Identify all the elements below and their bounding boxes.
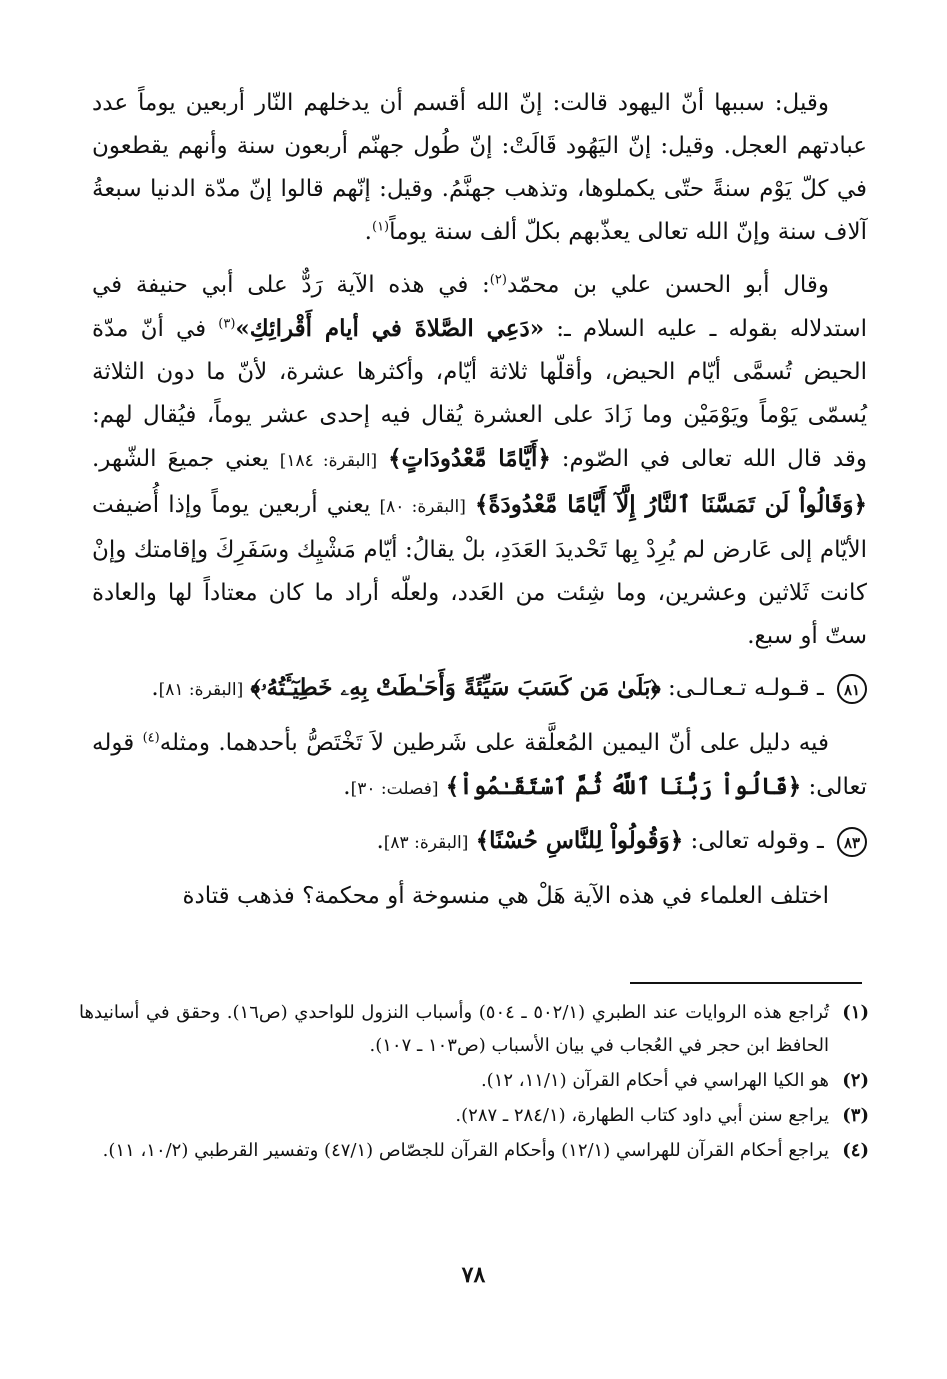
paragraph-2 bbox=[92, 264, 867, 658]
verse-81-tail: . bbox=[151, 675, 159, 701]
paragraph-4: اختلف العلماء في هذه الآية هَلْ هي منسوخة أو محكمة؟ فذهب قتادة bbox=[182, 883, 829, 909]
paragraph-2-text-a: وقال أبو الحسن علي بن محمّد bbox=[506, 272, 829, 298]
footnote-ref-1[interactable]: (١) bbox=[371, 219, 390, 235]
footnote-3-text: يراجع سنن أبي داود كتاب الطهارة، (٢٨٤/١ ـ ٢٨٧). bbox=[455, 1105, 829, 1126]
paragraph-3 bbox=[92, 722, 867, 811]
quran-ref-184: [البقرة: ١٨٤] bbox=[279, 451, 378, 471]
page-number: ٧٨ bbox=[461, 1262, 486, 1288]
paragraph-1 bbox=[92, 82, 867, 254]
paragraph-1-text: وقيل: سببها أنّ اليهود قالت: إنّ الله أقسم أن يدخلهم النّار أربعين يوماً عدد عبادتهم العجل. وقيل: إنّ اليَهُود قَالَتْ: إنّ طُول جهنّم أربعون سنة وأنهم يقطعون في كلّ يَوْم سنةً حتّى يكملوها، وتذهب جهنَّمُ. وقيل: إنّهم قالوا إنّ مدّة الدنيا سبعةُ آلاف سنة وإنّ الله تعالى يعذّبهم بكلّ ألف سنة يوماً bbox=[92, 90, 867, 245]
footnote-ref-4[interactable]: (٤) bbox=[142, 730, 160, 746]
verse-81-ref: [البقرة: ٨١] bbox=[158, 680, 244, 700]
quran-quote-80: ﴿وَقَالُواْ لَن تَمَسَّنَا ٱلنَّارُ إِلَّآ أَيَّامًا مَّعْدُودَةً﴾ bbox=[475, 491, 867, 518]
verse-83-ref: [البقرة: ٨٣] bbox=[383, 833, 469, 853]
footnote-1-number: (١) bbox=[842, 1002, 869, 1023]
footnote-1-text: تُراجع هذه الروايات عند الطبري (٥٠٢/١ ـ ٥٠٤) وأسباب النزول للواحدي (ص١٦). وحقق في أسانيدها الحافظ ابن حجر في العُجاب في بيان الأسباب (ص١٠٣ ـ ١٠٧). bbox=[79, 1002, 830, 1056]
footnote-ref-2[interactable]: (٢) bbox=[489, 272, 507, 288]
paragraph-2-text-e: يعني أربعين يوماً وإذا أُضيفت الأيّام إلى عَارض لم يُرِدْ بِها تَحْديدَ العَدَدِ، بلْ يقالُ: أيّام مَشْيِك وسَفَرِكَ وإقامتك وإنْ كانت ثَلاثين وعشرين، وما شِئت من العَدد، ولعلّه أراد ما كان معتاداً لها والعادة ستّ أو سبع. bbox=[92, 492, 867, 649]
footnotes-section bbox=[79, 996, 869, 1169]
verse-number-83-badge: ٨٣ bbox=[837, 827, 867, 857]
hadith-quote: «دَعِي الصَّلاةَ في أيام أَقْرائِكِ» bbox=[235, 315, 545, 342]
paragraph-2-text-c: في أنّ مدّة الحيض تُسمَّى أيّام الحيض، وأقلّها ثلاثة أيّام، وأكثرها عشرة، لأنّ ما دون الثلاثة يُسمّى يَوْماً ويَوْمَيْن وما زَادَ على العشرة يُقال فيه إحدى عشر يوماً، فيُقال لهم: وقد قال الله تعالى في الصّوم: bbox=[92, 316, 867, 472]
footnote-1 bbox=[79, 996, 869, 1062]
verse-81-lead: ـ قـولـه تـعـالـى: bbox=[660, 675, 824, 701]
footnote-4-text: يراجع أحكام القرآن للهراسي (١٢/١) وأحكام القرآن للجصّاص (٤٧/١) وتفسير القرطبي (١٠/٢، ١١). bbox=[102, 1140, 829, 1161]
verse-83-tail: . bbox=[376, 828, 384, 854]
quran-ref-fussilat-30: [فصلت: ٣٠] bbox=[350, 779, 439, 799]
footnote-ref-3[interactable]: (٣) bbox=[218, 316, 236, 332]
quran-quote-fussilat-30: ﴿قَالُواْ رَبُّنَا ٱللَّهُ ثُمَّ ٱسْتَقَـٰمُواْ﴾ bbox=[445, 773, 802, 800]
footnote-3-number: (٣) bbox=[842, 1105, 869, 1126]
footnote-2-text: هو الكيا الهراسي في أحكام القرآن (١١/١، ١٢). bbox=[480, 1070, 829, 1091]
quran-quote-184: ﴿أَيَّامًا مَّعْدُودَاتٍ﴾ bbox=[388, 445, 551, 472]
footnote-3 bbox=[79, 1099, 869, 1132]
verse-number-81-badge: ٨١ bbox=[837, 674, 867, 704]
paragraph-2-text-b: : في هذه الآية رَدٌّ على أبي حنيفة في استدلاله بقوله ـ عليه السلام ـ: bbox=[92, 272, 867, 342]
paragraph-3-text-a: فيه دليل على أنّ اليمين المُعلَّقة على شَرطين لاَ تَخْتَصُّ بأحدهما. ومثله bbox=[159, 730, 829, 756]
paragraph-1-tail: . bbox=[364, 219, 372, 245]
verse-81-quran: ﴿بَلَىٰ مَن كَسَبَ سَيِّئَةً وَأَحَـٰطَتْ بِهِۦ خَطِيٓـَٔتُهُۥ﴾ bbox=[250, 674, 661, 701]
main-text bbox=[92, 82, 867, 918]
verse-83-lead: ـ وقوله تعالى: bbox=[683, 828, 824, 854]
verse-83-quran: ﴿وَقُولُواْ لِلنَّاسِ حُسْنًا﴾ bbox=[475, 827, 684, 854]
paragraph-2-text-d: يعني جميعَ الشّهر. bbox=[92, 446, 280, 472]
paragraph-3-tail: . bbox=[343, 774, 351, 800]
footnote-4 bbox=[79, 1134, 869, 1167]
paragraph-3-text-b: قوله تعالى: bbox=[92, 730, 867, 800]
footnote-2 bbox=[79, 1064, 869, 1097]
footnote-2-number: (٢) bbox=[842, 1070, 869, 1091]
footnote-4-number: (٤) bbox=[842, 1140, 869, 1161]
verse-81-heading bbox=[92, 666, 867, 712]
verse-83-heading bbox=[92, 819, 867, 865]
quran-ref-80: [البقرة: ٨٠] bbox=[379, 497, 466, 517]
footnote-divider bbox=[630, 982, 862, 984]
